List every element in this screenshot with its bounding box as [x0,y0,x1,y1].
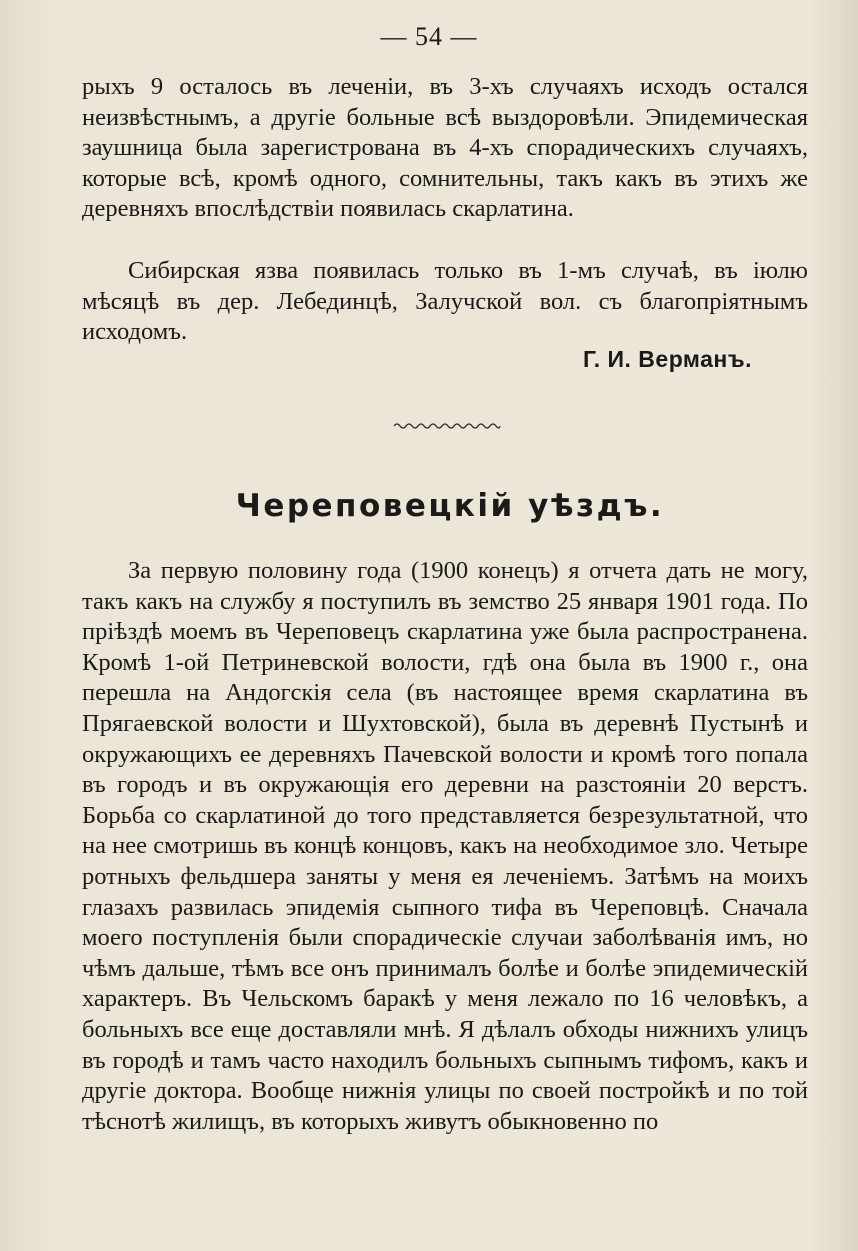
section-divider-ornament [392,420,502,432]
paragraph-anthrax [82,256,808,348]
paragraph-text: рыхъ 9 осталось въ леченіи, въ 3-хъ случаяхъ исходъ остался неизвѣстнымъ, а другіе больные всѣ выздоровѣли. Эпидемическая заушница была зарегистрована въ 4-хъ спорадическихъ случаяхъ, которые всѣ, кромѣ одного, сомнительны, такъ какъ въ этихъ же деревняхъ впослѣдствіи появилась скарлатина. [82,73,808,223]
author-signature: Г. И. Верманъ. [583,346,752,372]
paragraph-continued [82,72,808,225]
paragraph-text: За первую половину года (1900 конецъ) я отчета дать не могу, такъ какъ на службу я поступилъ въ земство 25 января 1901 года. По пріѣздѣ моемъ въ Череповецъ скарлатина уже была распространена. Кромѣ 1-ой Петриневской волости, гдѣ она была въ 1900 г., она перешла на Андогскія села (въ настоящее время скарлатина въ Прягаевской волости и Шухтовской), была въ деревнѣ Пустынѣ и окружающихъ ее деревняхъ Пачевской волости и кромѣ того попала въ городъ и въ окружающія его деревни на разстояніи 20 верстъ. Борьба со скарлатиной до того представляется безрезультатной, что на нее смотришь въ концѣ концовъ, какъ на необходимое зло. Четыре ротныхъ фельдшера заняты у меня ея леченіемъ. Затѣмъ на моихъ глазахъ развилась эпидемія сыпного тифа въ Череповцѣ. Сначала моего поступленія были спорадическіе случаи заболѣванія имъ, но чѣмъ дальше, тѣмъ все онъ принималъ болѣе и болѣе эпидемическій характеръ. Въ Чельскомъ баракѣ у меня лежало по 16 человѣкъ, а больныхъ все еще доставляли мнѣ. Я дѣлалъ обходы нижнихъ улицъ въ городѣ и тамъ часто находилъ больныхъ сыпнымъ тифомъ, какъ и другіе доктора. Вообще нижнія улицы по своей постройкѣ и по той тѣснотѣ жилищъ, въ которыхъ живутъ обыкновенно по [82,557,808,1135]
section-title: Череповецкій уѣздъ. [235,488,665,524]
paragraph-text: Сибирская язва появилась только въ 1-мъ случаѣ, въ іюлю мѣсяцѣ въ дер. Лебединцѣ, Залучской вол. съ благопріятнымъ исходомъ. [82,257,808,346]
section-body [82,556,808,1137]
page-number: — 54 — [380,22,478,51]
